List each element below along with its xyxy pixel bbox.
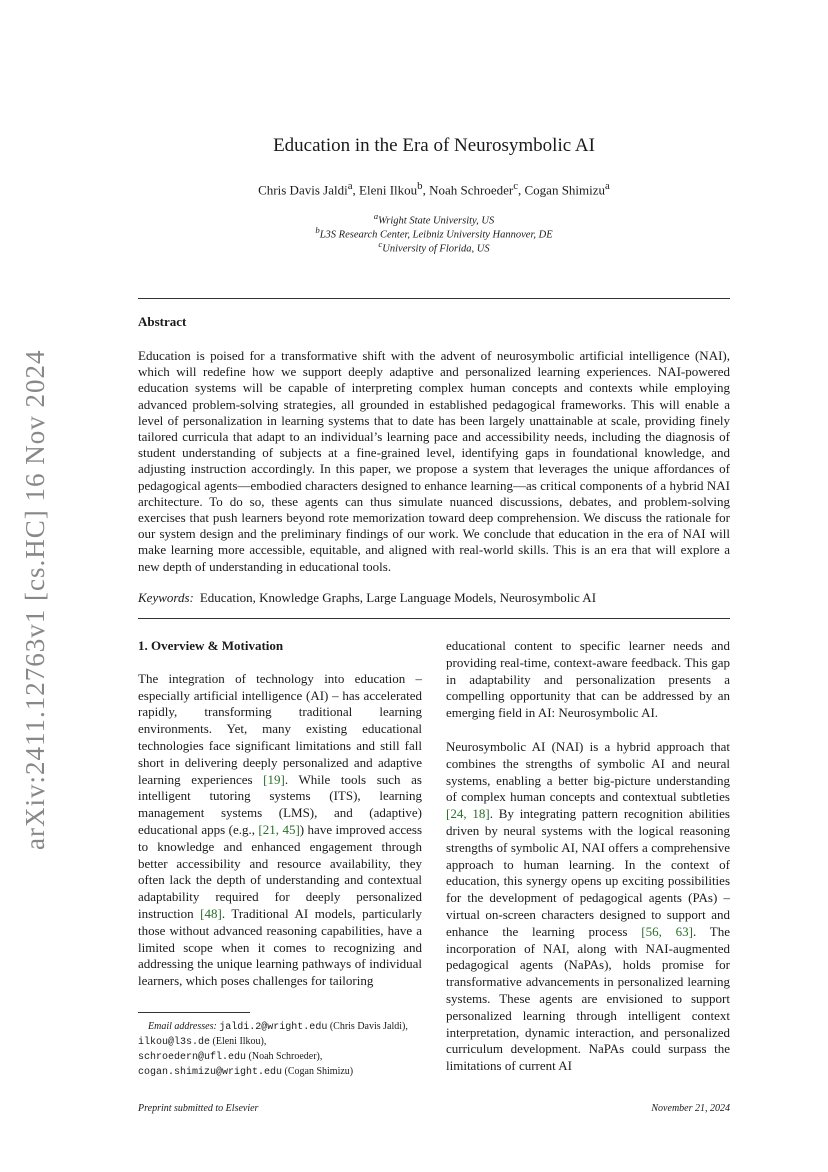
affiliation-text: Wright State University, US [378,215,495,227]
abstract-text: Education is poised for a transformative shift with the advent of neurosymbolic artificial intelligence (NAI), which will redefine how we support deeply adaptive and personalized learning experiences. NAI-powered education systems will be capable of interpreting complex human concepts and contexts while employing advanced problem-solving strategies, all grounded in established pedagogical frameworks. This will enable a level of personalization in learning systems that to date has been largely unattainable at scale, providing finely tailored curricula that adapt to an individual’s learning pace and accessibility needs, including the diagnosis of student understanding of subjects at a fine-grained level, identifying gaps in foundational knowledge, and adjusting instruction accordingly. In this paper, we propose a system that leverages the unique affordances of pedagogical agents—embodied characters designed to enhance learning—as critical components of a hybrid NAI architecture. To do so, these agents can thus simulate nuanced discussions, debates, and problem-solving exercises that push learners beyond rote memorization toward deep comprehension. We discuss the rationale for our system design and the preliminary findings of our work. We conclude that education in the era of NAI will make learning more accessible, equitable, and aligned with real-world skills. This is an era that will explore a new depth of understanding in educational tools. [138,348,730,574]
footer-left: Preprint submitted to Elsevier [138,1103,259,1114]
email-owner: (Noah Schroeder), [248,1051,323,1062]
left-column [138,638,422,990]
author-name: Chris Davis Jaldi [258,182,348,198]
paragraph [138,671,422,990]
affiliation [0,239,828,255]
section-heading: 1. Overview & Motivation [138,638,284,653]
text-run: ) have improved access to knowledge and enhanced engagement through better accessibility and resource availability, they often lack the depth of understanding and contextual adaptability required for deeply personalized instruction [138,821,422,921]
paragraph [446,739,730,1075]
affiliation-mark: c [378,239,383,249]
bottom-rule [138,618,730,619]
citation-link[interactable]: [48] [200,905,222,921]
email-owner: (Eleni Ilkou), [212,1036,267,1047]
keywords [138,590,730,606]
arxiv-identifier: arXiv:2411.12763v1 [cs.HC] 16 Nov 2024 [20,349,50,850]
text-run: . The incorporation of NAI, along with NAI-augmented pedagogical agents (NaPAs), holds promise for transformative advancements in personalized learning systems. These agents are envisioned to support personalized learning through intelligent context interpretation, dynamic interaction, and personalized curriculum development. NaPAs could surpass the limitations of current AI [446,923,730,1074]
footer-date: November 21, 2024 [651,1103,730,1114]
affiliation-mark: a [373,211,379,221]
keywords-label: Keywords: [138,590,194,605]
email-link[interactable]: ilkou@l3s.de [138,1037,211,1048]
top-rule [138,298,730,299]
text-run: . By integrating pattern recognition abilities driven by neural systems with the logical reasoning strengths of symbolic AI, NAI offers a comprehensive approach to human learning. In the context of education, this synergy opens up exciting possibilities for the development of pedagogical agents (PAs) – virtual on-screen characters designed to support and enhance the learning process [446,806,730,939]
affiliation-text: L3S Research Center, Leibniz University Hannover, DE [319,229,553,241]
author-name: Cogan Shimizu [524,182,606,198]
citation-link[interactable]: [56, 63] [641,923,693,939]
author-mark: a [605,180,610,192]
author-mark: c [513,180,518,192]
author-mark: b [417,180,423,192]
citation-link[interactable]: [21, 45] [258,821,300,837]
affiliation-mark: b [315,225,320,235]
footnote-rule [138,1012,250,1013]
citation-link[interactable]: [24, 18] [446,806,490,822]
email-link[interactable]: schroedern@ufl.edu [138,1052,247,1063]
citation-link[interactable]: [19] [263,771,285,787]
paper-title: Education in the Era of Neurosymbolic AI [273,135,595,156]
author-name: Eleni Ilkou [359,182,418,198]
text-run: . Traditional AI models, particularly those without advanced reasoning capabilities, have a limited scope when it comes to recognizing and addressing the unique learning pathways of individual learners, which poses challenges for tailoring [138,905,422,989]
author-name: Noah Schroeder [429,182,514,198]
text-run: . While tools such as intelligent tutoring systems (ITS), learning management systems (LMS), and (adaptive) educational apps (e.g., [138,771,422,837]
footnote-label: Email addresses: [148,1021,217,1032]
keywords-text: Education, Knowledge Graphs, Large Language Models, Neurosymbolic AI [199,590,597,605]
author-mark: a [347,180,353,192]
affiliation-text: University of Florida, US [382,243,490,255]
author-list: Chris Davis Jaldi$^a$, Eleni Ilkou$^b$, Noah Schroeder$^c$, Cogan Shimizu$^a$ [258,180,610,198]
email-link[interactable]: jaldi.2@wright.edu [219,1022,328,1033]
email-owner: (Cogan Shimizu) [284,1066,354,1077]
right-column [446,638,730,1075]
footnote [138,1020,422,1080]
abstract-heading: Abstract [138,314,187,329]
email-owner: (Chris Davis Jaldi), [329,1021,408,1032]
paragraph: educational content to specific learner needs and providing real-time, context-aware feedback. This gap in adaptability and personalization presents a compelling opportunity that can be addressed by an emerging field in AI: Neurosymbolic AI. [446,638,730,721]
text-run: The integration of technology into education – especially artificial intelligence (AI) – has accelerated rapidly, transforming traditional learning environments. Yet, many existing educational technologies face significant limitations and still fall short in delivering deeply personalized and adaptive learning experiences [138,670,422,787]
email-link[interactable]: cogan.shimizu@wright.edu [138,1067,283,1078]
text-run: Neurosymbolic AI (NAI) is a hybrid approach that combines the strengths of symbolic AI and neural systems, enabling a better big-picture understanding of complex human concepts and contextual subtleties [446,738,730,805]
